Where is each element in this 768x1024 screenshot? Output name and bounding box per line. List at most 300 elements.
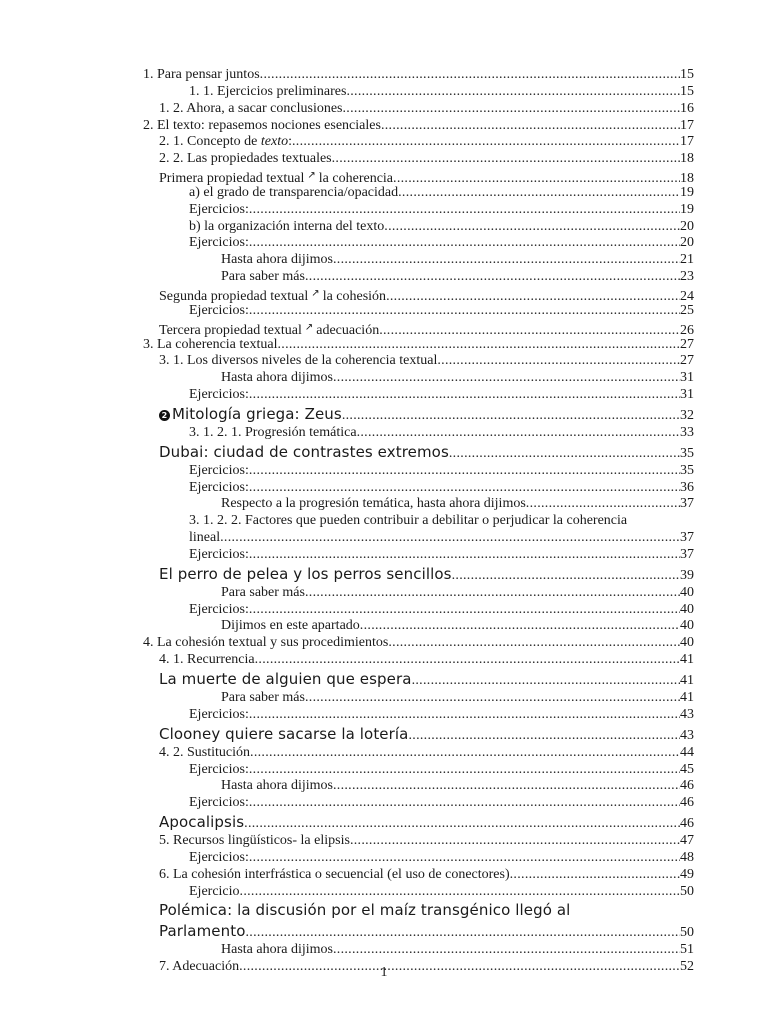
- toc-entry-label-text: Ejercicios:: [189, 761, 249, 777]
- toc-entry[interactable]: [0, 585, 694, 602]
- toc-entry-label-text: Ejercicios:: [189, 302, 249, 318]
- toc-entry-label-text: Ejercicios:: [189, 601, 249, 617]
- toc-entry[interactable]: [0, 564, 694, 585]
- dot-leader: [249, 602, 680, 619]
- dot-leader: [249, 707, 680, 724]
- toc-entry-label-text: Respecto a la progresión temática, hasta ahora dijimos: [221, 496, 526, 512]
- toc-entry-label-text: 4. 1. Recurrencia: [159, 652, 255, 668]
- toc-entry-line: [159, 320, 694, 337]
- toc-entry[interactable]: [0, 202, 694, 219]
- toc-entry-label-text: El perro de pelea y los perros sencillos: [159, 564, 452, 583]
- toc-entry-label: [159, 745, 250, 762]
- dot-leader: [305, 690, 680, 707]
- toc-entry-page-number: 40: [680, 635, 694, 651]
- toc-entry-label-text: La muerte de alguien que espera: [159, 670, 412, 688]
- toc-entry-label: [221, 269, 305, 286]
- toc-entry-label: [221, 690, 305, 707]
- dot-leader: [333, 942, 680, 959]
- toc-entry-line: [221, 252, 694, 269]
- toc-entry-page-number: 46: [680, 778, 694, 794]
- dot-leader: [249, 850, 680, 867]
- toc-entry-line: [221, 269, 694, 286]
- toc-entry-label: [159, 101, 343, 118]
- toc-entry-page-number: 21: [680, 252, 694, 268]
- toc-entry-page-number: 31: [680, 387, 694, 403]
- toc-entry[interactable]: [0, 635, 694, 652]
- toc-entry-label-text: Clooney quiere sacarse la lotería: [159, 724, 409, 743]
- toc-entry-line: [189, 387, 694, 404]
- toc-entry-label-text: lineal: [189, 530, 221, 546]
- toc-entry-label-text: Dijimos en este apartado: [221, 618, 360, 634]
- toc-entry-page-number: 26: [680, 322, 694, 338]
- toc-entry[interactable]: [0, 669, 694, 690]
- toc-entry-page-number: 37: [680, 530, 694, 546]
- toc-entry-label-part: Primera propiedad textual: [159, 171, 305, 187]
- toc-entry-page-number: 35: [680, 462, 694, 478]
- dot-leader: [255, 652, 680, 669]
- toc-entry-page-number: 50: [680, 883, 694, 899]
- toc-entry[interactable]: [0, 463, 694, 480]
- toc-entry-label-text: Ejercicios:: [189, 849, 249, 865]
- toc-entry-page-number: 25: [680, 302, 694, 318]
- toc-entry-label-text: 4. 2. Sustitución: [159, 744, 251, 760]
- toc-entry-page-number: 15: [680, 67, 694, 82]
- toc-entry-label: [143, 118, 381, 135]
- toc-entry-label-part: 2. 1. Concepto de: [159, 134, 261, 150]
- toc-entry-page-number: 31: [680, 370, 694, 386]
- toc-entry-label-line1: Polémica: la discusión por el maíz transgénico llegó al: [159, 901, 571, 920]
- toc-entry-label: [189, 707, 249, 724]
- toc-entry-page-number: 18: [680, 151, 694, 167]
- toc-entry-page-number: 36: [680, 479, 694, 495]
- toc-entry-label: [143, 67, 260, 84]
- toc-entry-label: [221, 252, 333, 269]
- toc-entry[interactable]: [0, 884, 694, 901]
- toc-entry-page-number: 20: [680, 218, 694, 234]
- toc-entry-line: [159, 745, 694, 762]
- arrow-icon: ↗: [307, 170, 316, 182]
- toc-entry[interactable]: [0, 762, 694, 779]
- toc-entry-page-number: 41: [680, 673, 694, 688]
- toc-entry-label-text: Ejercicios:: [189, 706, 249, 722]
- toc-entry-label: [189, 762, 249, 779]
- toc-entry[interactable]: [0, 303, 694, 320]
- toc-entry-label-text: Apocalipsis: [159, 813, 245, 832]
- toc-entry-label-text: 2. El texto: repasemos nociones esenciales: [143, 117, 381, 133]
- toc-entry-line: [159, 286, 694, 303]
- dot-leader: [249, 303, 680, 320]
- toc-entry-line: [143, 635, 694, 652]
- toc-entry-page-number: 49: [680, 866, 694, 882]
- toc-entry-label: [143, 635, 388, 652]
- toc-entry-line: [221, 618, 694, 635]
- dot-leader: [357, 425, 680, 442]
- toc-entry-line: [143, 118, 694, 135]
- toc-entry[interactable]: [0, 833, 694, 850]
- toc-entry-line: [221, 942, 694, 959]
- dot-leader: [350, 833, 680, 850]
- toc-entry-page-number: 40: [680, 601, 694, 617]
- toc-entry[interactable]: [0, 690, 694, 707]
- toc-entry-line: [159, 168, 694, 185]
- toc-entry-page-number: 39: [680, 567, 694, 583]
- toc-entry-line: [143, 337, 694, 354]
- dot-leader: [333, 252, 680, 269]
- toc-entry-label: [189, 602, 249, 619]
- dot-leader: [384, 219, 680, 236]
- toc-entry-label-part: la cohesión: [322, 288, 387, 304]
- toc-entry-page-number: 40: [680, 618, 694, 634]
- toc-entry-label: [159, 151, 332, 168]
- toc-entry-label: [189, 235, 249, 252]
- dot-leader: [333, 370, 680, 387]
- toc-entry-label: [159, 442, 449, 463]
- toc-entry-line: [189, 84, 694, 101]
- toc-entry-page-number: 33: [680, 424, 694, 440]
- toc-entry-page-number: 19: [680, 201, 694, 217]
- toc-entry-label-text: Ejercicios:: [189, 479, 249, 495]
- toc-entry-page-number: 18: [680, 171, 694, 187]
- toc-entry-label: [143, 337, 277, 354]
- toc-entry-line: [189, 547, 694, 564]
- dot-leader: [408, 725, 680, 746]
- toc-entry-line: [189, 530, 694, 547]
- toc-entry-label-text: 1. Para pensar juntos: [143, 67, 260, 82]
- toc-entry-label: [189, 425, 357, 442]
- toc-entry[interactable]: [0, 151, 694, 168]
- toc-entry-page-number: 35: [680, 445, 694, 461]
- toc-entry-label-part: Segunda propiedad textual: [159, 288, 309, 304]
- toc-entry-label: [189, 530, 220, 547]
- dot-leader: [412, 670, 680, 691]
- dot-leader: [249, 480, 680, 497]
- toc-entry[interactable]: [0, 850, 694, 867]
- toc-entry-label-text: 1. 1. Ejercicios preliminares: [189, 83, 347, 99]
- toc-entry-label-text: Hasta ahora dijimos: [221, 942, 333, 958]
- toc-entry-page-number: 20: [680, 235, 694, 251]
- toc-entry[interactable]: [0, 442, 694, 463]
- toc-entry-page-number: 37: [680, 546, 694, 562]
- toc-entry-line: [221, 778, 694, 795]
- toc-entry-label-text: 3. 1. Los diversos niveles de la coherencia textual: [159, 353, 438, 369]
- toc-entry-line: [221, 370, 694, 387]
- toc-entry-label: [189, 884, 240, 901]
- dot-leader: [342, 405, 680, 426]
- toc-entry[interactable]: [0, 745, 694, 762]
- dot-leader: [381, 118, 680, 135]
- toc-entry-label: [221, 942, 333, 959]
- toc-entry-label: [159, 669, 412, 690]
- dot-leader: [249, 762, 680, 779]
- toc-entry-page-number: 51: [680, 942, 694, 958]
- toc-entry[interactable]: [0, 168, 694, 185]
- dot-leader: [333, 778, 680, 795]
- toc-entry-page-number: 43: [680, 706, 694, 722]
- toc-entry-label-text: Ejercicios:: [189, 235, 249, 251]
- toc-entry-label: [159, 134, 292, 151]
- toc-entry[interactable]: [0, 652, 694, 669]
- toc-entry-label: [159, 833, 350, 850]
- toc-entry[interactable]: [0, 602, 694, 619]
- toc-entry[interactable]: [0, 252, 694, 269]
- toc-entry-label-part: Tercera propiedad textual: [159, 322, 302, 338]
- toc-entry-line: [159, 564, 694, 585]
- toc-entry-label: [159, 724, 408, 745]
- dot-leader: [437, 353, 680, 370]
- toc-entry-page-number: 19: [680, 184, 694, 200]
- toc-entry-label: [189, 795, 249, 812]
- dot-leader: [388, 635, 680, 652]
- dot-leader: [526, 496, 680, 513]
- toc-entry-line: [143, 67, 694, 84]
- toc-entry-page-number: 45: [680, 761, 694, 777]
- toc-entry-page-number: 27: [680, 336, 694, 352]
- arrow-icon: ↗: [304, 321, 314, 333]
- toc-entry-line: [189, 202, 694, 219]
- toc-entry-label: [159, 921, 246, 942]
- toc-entry-label: [221, 618, 360, 635]
- toc-entry[interactable]: [0, 547, 694, 564]
- toc-entry-label-text: 1. 2. Ahora, a sacar conclusiones: [159, 100, 343, 116]
- toc-entry-label: [189, 303, 249, 320]
- dot-leader: [343, 101, 681, 118]
- toc-entry[interactable]: [0, 707, 694, 724]
- dot-leader: [277, 337, 680, 354]
- toc-entry-page-number: 40: [680, 584, 694, 600]
- toc-entry[interactable]: [0, 778, 694, 795]
- dot-leader: [510, 867, 680, 884]
- dot-leader: [249, 387, 680, 404]
- dot-leader: [305, 585, 680, 602]
- toc-entry-page-number: 27: [680, 353, 694, 369]
- toc-entry-line: [189, 185, 694, 202]
- toc-entry-label-text: b) la organización interna del texto: [189, 218, 385, 234]
- dot-leader: [452, 565, 680, 586]
- toc-entry-label-text: 7. Adecuación: [159, 959, 240, 975]
- dot-leader: [240, 884, 680, 901]
- toc-entry[interactable]: [0, 353, 694, 370]
- dot-leader: [249, 463, 680, 480]
- toc-entry-label-text: Hasta ahora dijimos: [221, 370, 333, 386]
- dot-leader: [249, 547, 680, 564]
- toc-entry-line: [189, 219, 694, 236]
- toc-entry-page-number: 24: [680, 288, 694, 304]
- toc-entry-page-number: 46: [680, 816, 694, 832]
- toc-entry-page-number: 17: [680, 117, 694, 133]
- toc-entry-label: [159, 564, 452, 585]
- toc-entry-label: [189, 202, 249, 219]
- toc-entry[interactable]: [0, 84, 694, 101]
- toc-entry-label-italic: texto: [260, 134, 289, 150]
- toc-entry-label-part: adecuación: [316, 322, 380, 338]
- toc-entry-label: [221, 778, 333, 795]
- toc-entry-label-text: 5. Recursos lingüísticos- la elipsis: [159, 833, 350, 849]
- toc-entry-page-number: 41: [680, 690, 694, 705]
- toc-entry[interactable]: [0, 67, 694, 84]
- toc-entry[interactable]: [0, 867, 694, 884]
- toc-entry-label-text: Ejercicios:: [189, 546, 249, 562]
- toc-entry-label-text: Para saber más: [221, 269, 305, 285]
- toc-entry-label: [189, 185, 398, 202]
- toc-entry-label-text: Hasta ahora dijimos: [221, 252, 333, 268]
- toc-entry-label: [189, 387, 249, 404]
- toc-entry-line: [159, 442, 694, 463]
- toc-entry-page-number: 17: [680, 134, 694, 150]
- toc-entry-line: [189, 762, 694, 779]
- toc-entry-page-number: 52: [680, 959, 694, 975]
- toc-entry[interactable]: [0, 337, 694, 354]
- toc-entry-line: [189, 303, 694, 320]
- toc-entry-line: [159, 921, 694, 942]
- toc-entry-label-line1: 3. 1. 2. 2. Factores que pueden contribuir a debilitar o perjudicar la coherencia: [189, 513, 628, 529]
- toc-entry[interactable]: [0, 370, 694, 387]
- toc-entry-page-number: 16: [680, 100, 694, 116]
- toc-entry[interactable]: [0, 387, 694, 404]
- toc-entry-line: [189, 850, 694, 867]
- toc-entry-line: [189, 795, 694, 812]
- toc-entry-label: [189, 219, 384, 236]
- toc-entry-label: [221, 585, 305, 602]
- toc-entry[interactable]: [0, 320, 694, 337]
- toc-entry-label-text: 6. La cohesión interfrástica o secuencial (el uso de conectores): [159, 866, 510, 882]
- toc-entry[interactable]: [0, 425, 694, 442]
- dot-leader: [246, 922, 681, 943]
- dot-leader: [220, 530, 680, 547]
- toc-entry-line: [221, 690, 694, 707]
- toc-entry-page-number: 46: [680, 795, 694, 811]
- toc-entry[interactable]: [0, 795, 694, 812]
- dot-leader: [250, 745, 680, 762]
- toc-entry-label-text: Ejercicios:: [189, 387, 249, 403]
- dot-leader: [249, 202, 680, 219]
- toc-entry[interactable]: [0, 812, 694, 833]
- toc-entry-line: [221, 585, 694, 602]
- dot-leader: [292, 134, 680, 151]
- toc-entry[interactable]: [0, 724, 694, 745]
- toc-entry[interactable]: [0, 900, 694, 942]
- toc-entry-label: [159, 404, 342, 425]
- toc-entry[interactable]: [0, 513, 694, 547]
- toc-entry-label: [159, 812, 244, 833]
- toc-entry-line: [159, 833, 694, 850]
- toc-entry-line: [189, 707, 694, 724]
- toc-entry-label-text: Para saber más: [221, 690, 305, 705]
- toc-entry-label-text: Ejercicios:: [189, 795, 249, 811]
- toc-entry-line: [221, 496, 694, 513]
- page-number: 1: [380, 965, 388, 980]
- toc-entry[interactable]: [0, 496, 694, 513]
- toc-entry-line: [189, 425, 694, 442]
- toc-entry-line: [159, 101, 694, 118]
- toc-entry-line: [159, 353, 694, 370]
- toc-entry[interactable]: [0, 134, 694, 151]
- toc-entry-line: [189, 884, 694, 901]
- toc-entry-page-number: 47: [680, 833, 694, 849]
- toc-entry-label-text: Para saber más: [221, 584, 305, 600]
- toc-entry-label-text: 2. 2. Las propiedades textuales: [159, 151, 332, 167]
- toc-entry-page-number: 50: [680, 925, 694, 941]
- toc-entry[interactable]: [0, 404, 694, 425]
- table-of-contents: [0, 67, 768, 976]
- toc-entry[interactable]: [0, 618, 694, 635]
- toc-entry-line: [189, 235, 694, 252]
- toc-entry-label: [159, 353, 437, 370]
- dot-leader: [260, 67, 680, 84]
- toc-entry[interactable]: [0, 269, 694, 286]
- toc-entry-label: [189, 463, 249, 480]
- toc-entry-page-number: 48: [680, 849, 694, 865]
- toc-entry-line: [159, 652, 694, 669]
- toc-entry[interactable]: [0, 101, 694, 118]
- dot-leader: [346, 84, 680, 101]
- toc-entry-page-number: 44: [680, 744, 694, 760]
- toc-entry[interactable]: [0, 118, 694, 135]
- toc-entry-page-number: 41: [680, 652, 694, 668]
- toc-entry-line: [159, 669, 694, 690]
- toc-entry-label-text: Parlamento: [159, 922, 246, 941]
- toc-entry-line: [189, 480, 694, 497]
- toc-entry-line: [189, 602, 694, 619]
- toc-entry-line: [159, 724, 694, 745]
- toc-entry-label-text: Ejercicios:: [189, 201, 249, 217]
- dot-leader: [249, 795, 680, 812]
- dot-leader: [244, 813, 680, 834]
- toc-entry-label: [159, 652, 255, 669]
- dot-leader: [332, 151, 680, 168]
- dot-leader: [249, 235, 680, 252]
- toc-entry-label: [221, 370, 333, 387]
- toc-entry[interactable]: [0, 185, 694, 202]
- toc-entry-label-text: 4. La cohesión textual y sus procedimientos: [143, 635, 389, 651]
- dot-leader: [449, 443, 680, 464]
- toc-entry-label: [189, 547, 249, 564]
- toc-entry-label: [189, 480, 249, 497]
- toc-entry-label-text: Mitología griega: Zeus: [172, 404, 342, 423]
- toc-entry-label-text: 3. La coherencia textual: [143, 336, 278, 352]
- toc-entry-label: [221, 496, 526, 513]
- toc-entry-label-text: 3. 1. 2. 1. Progresión temática: [189, 424, 357, 440]
- toc-entry-label-text: Hasta ahora dijimos: [221, 778, 333, 794]
- toc-entry-page-number: 32: [680, 407, 694, 423]
- toc-entry-line: [189, 463, 694, 480]
- toc-entry-page-number: 23: [680, 269, 694, 285]
- toc-entry[interactable]: [0, 480, 694, 497]
- dot-leader: [360, 618, 680, 635]
- toc-entry-page-number: 43: [680, 727, 694, 743]
- toc-entry-label: [189, 850, 249, 867]
- toc-entry-label-text: a) el grado de transparencia/opacidad: [189, 184, 399, 200]
- toc-entry-line: [159, 404, 694, 425]
- dot-leader: [398, 185, 680, 202]
- toc-entry-page-number: 37: [680, 496, 694, 512]
- toc-entry-line: [159, 134, 694, 151]
- toc-entry-line: [159, 867, 694, 884]
- toc-entry-label-text: Ejercicios:: [189, 462, 249, 478]
- toc-entry[interactable]: [0, 235, 694, 252]
- toc-entry-page-number: 15: [680, 83, 694, 99]
- toc-entry-label: [189, 84, 346, 101]
- toc-entry-label-text: Ejercicio: [189, 883, 240, 899]
- toc-entry[interactable]: [0, 942, 694, 959]
- toc-entry[interactable]: [0, 286, 694, 303]
- toc-entry-label: [159, 867, 510, 884]
- numbered-circle-icon: 2: [159, 410, 170, 421]
- dot-leader: [305, 269, 680, 286]
- toc-entry-label-text: Dubai: ciudad de contrastes extremos: [159, 442, 449, 461]
- toc-entry[interactable]: [0, 219, 694, 236]
- arrow-icon: ↗: [311, 287, 320, 299]
- toc-entry-line: [159, 812, 694, 833]
